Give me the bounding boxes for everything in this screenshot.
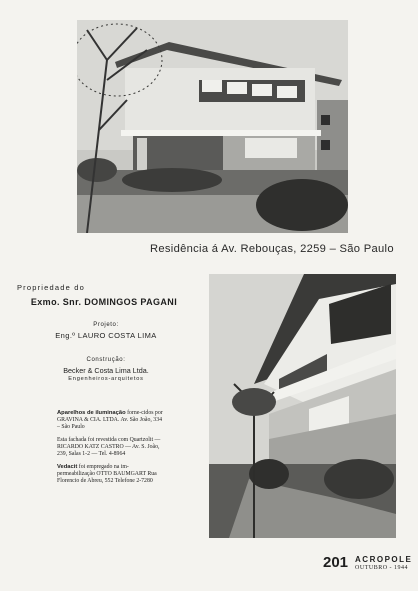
note-lighting: Aparelhos de iluminação forne-cidos por GRAVINA & CIA. LTDA. Av. São João, 334 – São Paulo [57,410,163,430]
photo-caption: Residência á Av. Rebouças, 2259 – São Paulo [150,243,394,255]
project-label: Projeto: [93,322,119,328]
firm-name: Becker & Costa Lima Ltda. [63,366,149,375]
page-folio [323,554,412,572]
house-side-photo [209,274,396,538]
construction-label: Construção: [86,357,126,363]
engineer-name: Eng.º LAURO COSTA LIMA [55,331,157,340]
house-side-illustration [209,274,396,538]
note-waterproofing: Vedacit foi empregado na im-permeabilização OTTO BAUMGART Rua Florencio de Abreu, 552 Telefone 2-7280 [57,464,157,484]
owner-name: Exmo. Snr. DOMINGOS PAGANI [30,297,178,307]
note-facade: Esta fachada foi revestida com Quartzolit — RICARDO KATZ CASTRO — Av. S. João, 239, Salas 1-2 — Tel. 4-8964 [57,437,161,457]
house-front-illustration [77,20,348,233]
house-front-photo [77,20,348,233]
issue-date: OUTUBRO - 1944 [355,565,409,571]
page-number: 201 [323,554,349,571]
magazine-masthead [355,555,412,571]
magazine-name: ACROPOLE [355,555,413,564]
owner-label: Propriedade do [16,283,86,292]
credits-block [10,283,202,382]
supplier-notes [57,410,163,491]
firm-subtitle: Engenheiros-arquitetos [68,376,144,382]
